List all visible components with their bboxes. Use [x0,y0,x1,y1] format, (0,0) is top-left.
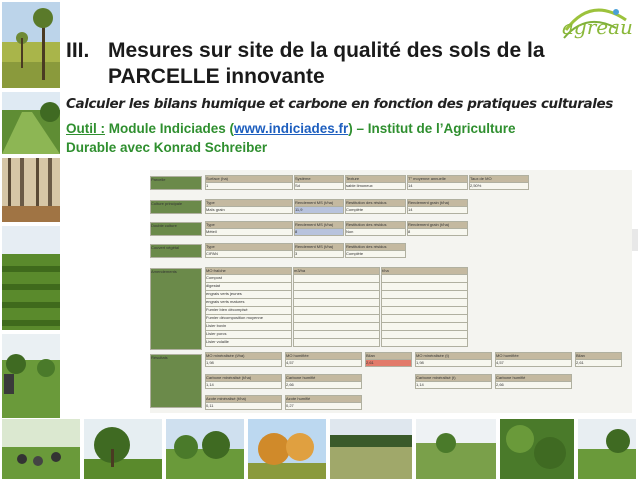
sheet-header-cell: Bilan [365,352,412,360]
sheet-header-cell: t/ha [381,267,468,275]
autumn-trees-photo [248,419,326,479]
sheet-header-cell: Type [205,243,293,251]
sheet-header-cell: MO humifiée [285,352,362,360]
amendment-row-label: Lisier bovin [205,322,292,331]
sheet-header-cell: Rendement grain (t/ha) [407,199,468,207]
sheet-value-cell: 0,27 [285,402,362,410]
sheet-header-cell: m3/ha [293,267,380,275]
sheet-header-cell: Carbone minéralisé (t/ha) [205,374,282,382]
sheet-header-cell: Type [205,199,293,207]
sheet-value-cell: CIPAN [205,250,293,258]
sheet-value-cell: 2,61 [365,359,412,367]
sheet-value-cell: 2,61 [575,359,622,367]
sheet-header-cell: MO fraîche [205,267,292,275]
sheet-value-cell: 3 [294,250,344,258]
sheet-value-cell: 4,57 [285,359,362,367]
tree-photo [84,419,162,479]
resultats-label: Résultats [150,354,202,408]
title-line-1: Mesures sur site de la qualité des sols de la [108,39,545,62]
parcelle-label: Parcelle [150,176,202,190]
sheet-value-cell: Sd [294,182,344,190]
sheet-value-cell: 0,11 [205,402,282,410]
sheet-header-cell: Azote minéralisé (t/ha) [205,395,282,403]
sheet-header-cell: Azote humifié [285,395,362,403]
sheet-value-cell: 14 [407,206,468,214]
sheet-header-cell: Surface (ha) [205,175,293,183]
amendment-value-cell [381,338,468,347]
sheet-header-cell: Restitution des résidus [345,199,406,207]
sheet-value-cell: 8 [407,228,468,236]
sheet-value-cell: 1,98 [415,359,492,367]
sheet-header-cell: MO minéralisée (t) [415,352,492,360]
sheet-value-cell: 1 [205,182,293,190]
sheet-header-cell: Restitution des résidus [345,221,406,229]
sheet-value-cell: 2,66 [495,381,572,389]
crop-rows-photo [2,226,60,330]
spreadsheet-image [150,170,632,413]
tool-label: Outil : [66,121,105,136]
sheet-header-cell: Rendement MS (t/ha) [294,243,344,251]
sheet-header-cell: MO humifiée [495,352,572,360]
tool-text-1: Module Indiciades ( [105,121,235,136]
sheet-value-cell: Maïs grain [205,206,293,214]
amendements-label: Amendements [150,268,202,350]
double-culture-label: Double culture [150,222,202,236]
sheet-header-cell: Rendement MS (t/ha) [294,199,344,207]
logo-text: agreau [562,15,633,39]
amendment-value-cell [293,338,380,347]
agreau-logo [546,2,636,50]
sheet-header-cell: Bilan [575,352,622,360]
sheet-value-cell: 1,14 [205,381,282,389]
tool-line-2: Durable avec Konrad Schreiber [66,140,268,155]
sheet-header-cell: T° moyenne annuelle [407,175,468,183]
sheet-header-cell: MO minéralisée (t/ha) [205,352,282,360]
sheet-value-cell: 1,98 [205,359,282,367]
sheet-value-cell: Complète [345,206,406,214]
tool-description [66,119,626,157]
amendment-row-label: Fumier bien décompisé [205,306,292,315]
path-field-photo [2,92,60,154]
sheet-header-cell: Texture [345,175,406,183]
amendment-row-label: engrais verts matures [205,298,292,307]
meadow-photo [416,419,496,479]
tool-text-2: ) – Institut de l’Agriculture [348,121,516,136]
sheet-value-cell: 14 [407,182,468,190]
couvert-label: Couvert végétal [150,244,202,258]
sheet-value-cell: 2,50% [469,182,529,190]
indiciades-link[interactable]: www.indiciades.fr [234,121,349,136]
hedge-photo [166,419,244,479]
sheet-value-cell: 1,14 [415,381,492,389]
slide-subtitle: Calculer les bilans humique et carbone en fonction des pratiques culturales [66,96,613,112]
amendment-row-label: Lisier porcs [205,330,292,339]
title-line-2: PARCELLE innovante [108,65,325,88]
sheet-header-cell: Taux de MO [469,175,529,183]
people-field-photo [2,419,80,479]
left-photo-column [0,0,62,418]
sheet-value-cell: 4,57 [495,359,572,367]
sheet-header-cell: Carbone humifié [495,374,572,382]
forest-photo [2,158,60,222]
sheet-header-cell: Rendement MS (t/ha) [294,221,344,229]
field-horizon-photo [330,419,412,479]
slide-title [66,38,626,90]
sheet-value-cell: sable limoneux [345,182,406,190]
foliage-photo [500,419,574,479]
amendment-row-label: engrais verts jeunes [205,290,292,299]
sheet-header-cell: Rendement grain (t/ha) [407,221,468,229]
amendment-row-label: Lisier volaille [205,338,292,347]
sheet-value-cell: Non [345,228,406,236]
culture-label: Culture principale [150,200,202,214]
amendment-row-label: digestat [205,282,292,291]
sheet-header-cell: Restitution des résidus [345,243,406,251]
sheet-header-cell: Type [205,221,293,229]
title-number: III. [66,39,90,62]
bottom-photo-strip [0,419,638,479]
sheet-value-cell: Complète [345,250,406,258]
sheet-header-cell: Carbone minéralisé (t) [415,374,492,382]
sheet-header-cell: Carbone humifié [285,374,362,382]
amendment-row-label: Compost [205,274,292,283]
sheet-value-cell: Méteil [205,228,293,236]
sheet-value-cell: 2,66 [285,381,362,389]
sheet-value-cell: 11,9 [294,206,344,214]
sheet-value-cell: 8 [294,228,344,236]
orchard-photo [2,334,60,418]
sheet-header-cell: Système [294,175,344,183]
field-trees-photo [2,2,60,88]
amendment-row-label: Fumier décomposition moyenne [205,314,292,323]
field-edge-photo [578,419,636,479]
